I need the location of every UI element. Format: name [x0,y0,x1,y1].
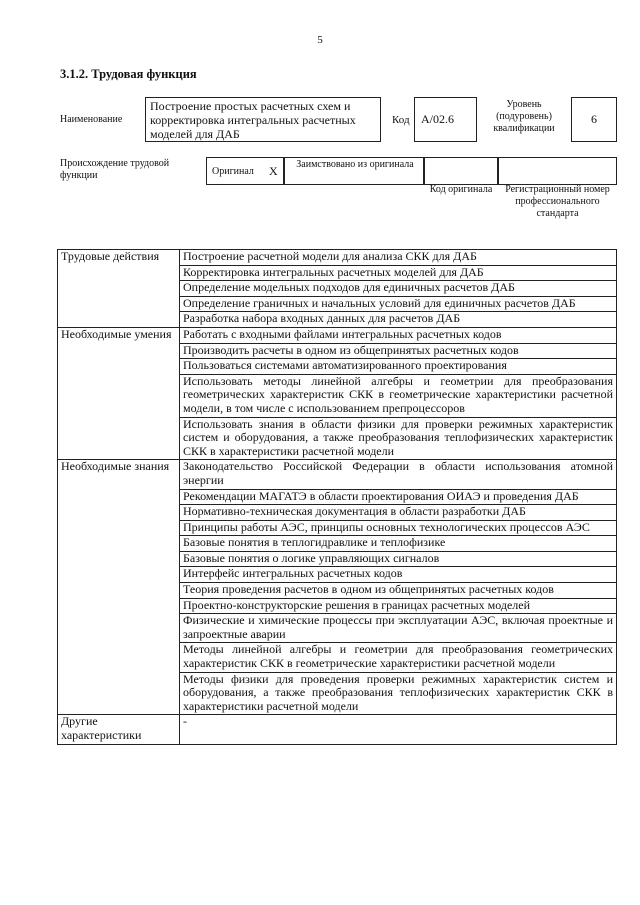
table-row [58,460,617,489]
row-category: Необходимые знания [58,460,180,715]
row-item: Производить расчеты в одном из общепринятых расчетных кодов [180,343,617,359]
table-row [58,715,617,744]
row-item: Корректировка интегральных расчетных моделей для ДАБ [180,265,617,281]
row-item: - [180,715,617,744]
level-label: Уровень (подуровень) квалификации [493,99,555,134]
row-item: Законодательство Российской Федерации в области использования атомной энергии [180,460,617,489]
code-label: Код [392,114,410,126]
origin-reg-cell [498,157,617,185]
origin-original-cell [206,157,284,185]
row-item: Использовать методы линейной алгебры и геометрии для преобразования геометрических характеристик СКК в геометрические характеристики расчетной модели, в том числе с использованием препроцессоров [180,374,617,417]
original-mark: X [269,164,278,178]
row-item: Теория проведения расчетов в одном из общепринятых расчетных кодов [180,583,617,599]
page-number: 5 [317,34,323,46]
section-title: 3.1.2. Трудовая функция [60,67,197,81]
row-item: Определение модельных подходов для единичных расчетов ДАБ [180,281,617,297]
row-category: Трудовые действия [58,250,180,328]
row-item: Использовать знания в области физики для проверки режимных характеристик систем и оборудования, а также преобразования теплофизических характеристик СКК в характеристики расчетной модели [180,417,617,460]
row-item: Рекомендации МАГАТЭ в области проектирования ОИАЭ и проведения ДАБ [180,489,617,505]
row-item: Базовые понятия о логике управляющих сигналов [180,551,617,567]
original-label: Оригинал [212,166,254,177]
function-code: A/02.6 [414,97,477,142]
qualification-level: 6 [571,97,617,142]
origin-label: Происхождение трудовой функции [60,158,170,181]
table-row [58,327,617,343]
row-item: Определение граничных и начальных условий для единичных расчетов ДАБ [180,296,617,312]
function-details-table [57,249,617,745]
row-category: Необходимые умения [58,327,180,459]
row-item: Пользоваться системами автоматизированного проектирования [180,359,617,375]
row-item: Базовые понятия в теплогидравлике и теплофизике [180,536,617,552]
table-row [58,250,617,266]
function-name: Построение простых расчетных схем и корректировка интегральных расчетных моделей для ДАБ [145,97,381,142]
code-caption: Код оригинала [429,184,493,195]
row-item: Методы линейной алгебры и геометрии для преобразования геометрических характеристик СКК в геометрические характеристики расчетной модели [180,643,617,672]
row-item: Построение расчетной модели для анализа СКК для ДАБ [180,250,617,266]
origin-borrowed-cell [284,157,424,185]
row-item: Принципы работы АЭС, принципы основных технологических процессов АЭС [180,520,617,536]
row-item: Проектно-конструкторские решения в границах расчетных моделей [180,598,617,614]
name-label: Наименование [60,114,123,125]
origin-code-cell [424,157,498,185]
row-item: Разработка набора входных данных для расчетов ДАБ [180,312,617,328]
row-item: Методы физики для проведения проверки режимных характеристик систем и оборудования, а также преобразования теплофизических характеристик СКК в характеристики расчетной модели [180,672,617,715]
row-item: Физические и химические процессы при эксплуатации АЭС, включая проектные и запроектные аварии [180,614,617,643]
reg-caption: Регистрационный номер профессионального стандарта [505,184,610,219]
row-item: Интерфейс интегральных расчетных кодов [180,567,617,583]
row-category: Другие характеристики [58,715,180,744]
borrowed-label: Заимствовано из оригинала [296,159,414,170]
row-item: Работать с входными файлами интегральных расчетных кодов [180,327,617,343]
row-item: Нормативно-техническая документация в области разработки ДАБ [180,505,617,521]
